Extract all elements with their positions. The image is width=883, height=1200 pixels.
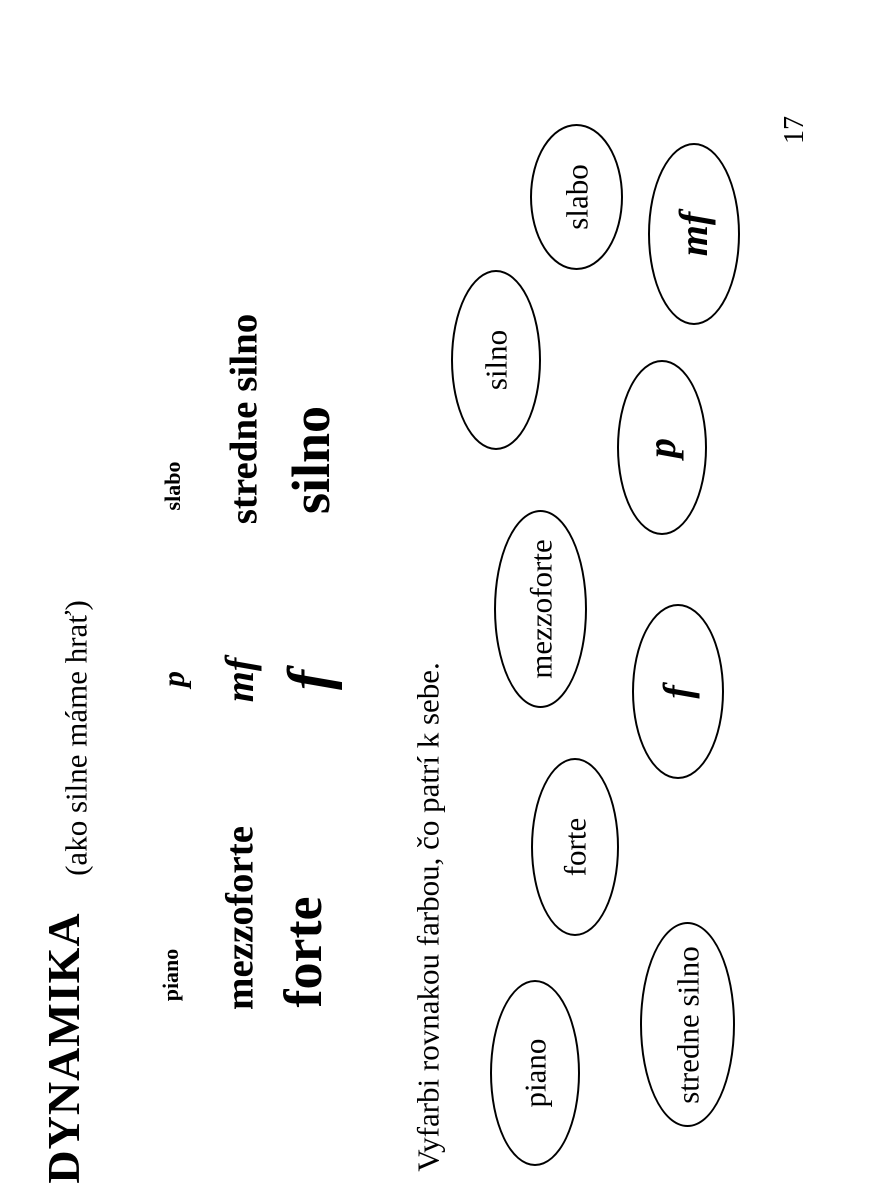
- oval-label: silno: [478, 329, 514, 391]
- oval-label: stredne silno: [670, 945, 705, 1104]
- oval-mf[interactable]: [648, 143, 740, 325]
- meaning-stredne-silno: stredne silno: [222, 313, 266, 525]
- term-piano: piano: [158, 948, 183, 1002]
- meaning-silno: silno: [281, 405, 341, 515]
- oval-mezzoforte[interactable]: [494, 510, 587, 708]
- oval-stredne-silno[interactable]: [640, 922, 735, 1127]
- page-number: 17: [779, 116, 810, 144]
- instruction-text: Vyfarbi rovnakou farbou, čo patrí k sebe.: [410, 662, 446, 1172]
- oval-label: f: [655, 684, 700, 699]
- oval-p[interactable]: [617, 360, 707, 535]
- term-mezzoforte: mezzoforte: [218, 825, 262, 1011]
- oval-label: mf: [671, 211, 716, 257]
- page-subtitle: (ako silne máme hrať): [58, 600, 94, 876]
- oval-piano[interactable]: [490, 980, 580, 1166]
- oval-label: forte: [557, 817, 593, 877]
- oval-label: slabo: [559, 164, 594, 230]
- symbol-mf: mf: [217, 657, 262, 703]
- oval-label: piano: [517, 1038, 553, 1108]
- meaning-slabo: slabo: [160, 461, 185, 511]
- symbol-f: f: [276, 670, 342, 690]
- oval-slabo[interactable]: [530, 124, 623, 270]
- page-title: DYNAMIKA: [38, 912, 89, 1184]
- oval-label: mezzoforte: [523, 539, 558, 679]
- oval-f[interactable]: [632, 604, 724, 779]
- symbol-p: p: [155, 671, 191, 687]
- term-forte: forte: [273, 896, 333, 1008]
- oval-silno[interactable]: [451, 270, 541, 450]
- oval-forte[interactable]: [531, 758, 619, 936]
- oval-label: p: [639, 437, 684, 458]
